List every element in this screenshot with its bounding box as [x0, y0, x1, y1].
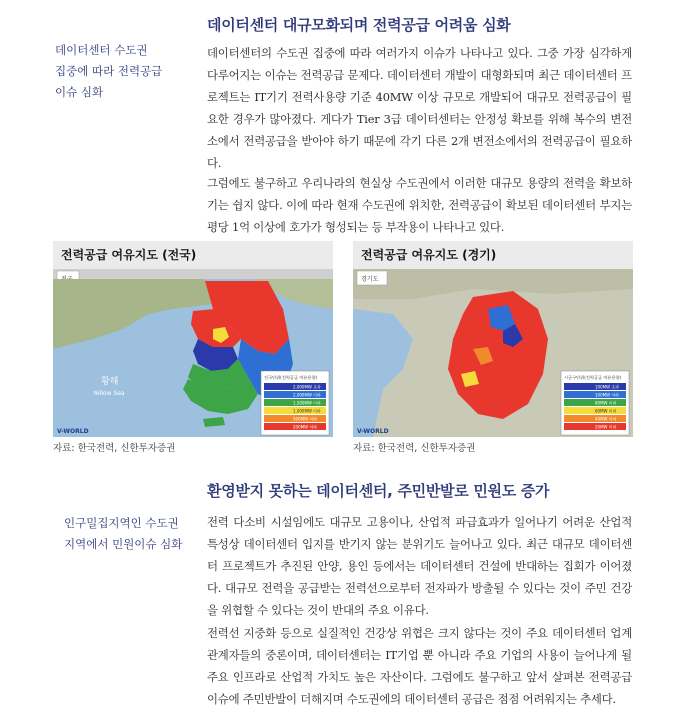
legend-title: 시군구단위(전력공급 여유용량) — [564, 375, 622, 380]
gyeonggi-map-graphic — [353, 269, 633, 437]
legend-title: 전국단위(전력공급 여유용량) — [264, 375, 318, 380]
national-power-map — [53, 241, 333, 437]
map-title: 전력공급 여유지도 (전국) — [53, 241, 333, 269]
sidenote-line: 이슈 심화 — [55, 85, 104, 99]
sidenote-line: 데이터센터 수도권 — [55, 43, 148, 57]
section2-sidenote — [64, 513, 182, 555]
section2-paragraph-1: 전력 다소비 시설임에도 대규모 고용이나, 산업적 파급효과가 일어나기 어려운 산업적 특성상 데이터센터 입지를 반기지 않는 분위기도 늘어나고 있다. 최근 대규모 데이터센터 프로젝트가 추진된 안양, 용인 등에서는 데이터센터 건설에 반대하는 집회가 이어졌다. 대규모 전력을 공급받는 전력선으로부터 전자파가 방출될 수 있다는 것이 주민 건강을 위협할 수 있다는 것이 반대의 주요 이유다. — [207, 515, 632, 617]
section1-paragraph-1: 데이터센터의 수도권 집중에 따라 여러가지 이슈가 나타나고 있다. 그중 가장 심각하게 다루어지는 이슈는 전력공급 문제다. 데이터센터 개발이 대형화되며 최근 데이터센터 프로젝트는 IT기기 전력사용량 기준 40MW 이상 규모로 개발되어 대규모 전력공급이 필요한 경우가 많아졌다. 게다가 Tier 3급 데이터센터는 안정성 확보를 위해 복수의 변전소에서 전력공급을 받아야 하기 때문에 각기 다른 2개 변전소에서의 전력공급이 필요하다. — [207, 46, 632, 170]
map-tab-label: 경기도 — [361, 276, 379, 283]
section1-sidenote — [55, 40, 162, 103]
sea-label: 황해 — [101, 377, 119, 387]
sea-label-en: Yellow Sea — [93, 390, 125, 397]
legend-item: 80MW 이하 — [595, 400, 617, 406]
section2-heading: 환영받지 못하는 데이터센터, 주민반발로 민원도 증가 — [207, 482, 550, 500]
vworld-logo: V-WORLD — [357, 428, 389, 435]
legend-item: 1,500MW 이하 — [293, 400, 321, 406]
legend-item: 100MW 이하 — [595, 392, 620, 398]
legend-item: 1,000MW 이하 — [293, 408, 321, 414]
legend-item: 20MW 이하 — [595, 424, 617, 430]
vworld-logo: V-WORLD — [57, 428, 89, 435]
map2-source: 자료: 한국전력, 신한투자증권 — [353, 443, 476, 454]
map-title: 전력공급 여유지도 (경기) — [353, 241, 633, 269]
section2-paragraph-2: 전력선 지중화 등으로 실질적인 건강상 위협은 크지 않다는 것이 주요 데이터센터 업계 관계자들의 중론이며, 데이터센터는 IT기업 뿐 아니라 주요 기업의 사용이 늘어나게 될 주요 인프라로 산업적 가치도 높은 자산이다. 그럼에도 불구하고 앞서 살펴본 전력공급 이슈에 주민반발이 더해지며 수도권에의 데이터센터 공급은 점점 어려워지는 추세다. — [207, 626, 632, 706]
section1-paragraph-2: 그럼에도 불구하고 우리나라의 현실상 수도권에서 이러한 대규모 용량의 전력을 확보하기는 쉽지 않다. 이에 따라 현재 수도권에 위치한, 전력공급이 확보된 데이터센터 부지는 평당 1억 이상에 호가가 형성되는 등 부작용이 나타나고 있다. — [207, 176, 632, 234]
national-map-graphic — [53, 269, 333, 437]
gyeonggi-power-map — [353, 241, 633, 437]
map1-source: 자료: 한국전력, 신한투자증권 — [53, 443, 176, 454]
sidenote-line: 인구밀집지역인 수도권 — [64, 516, 179, 530]
section1-heading: 데이터센터 대규모화되며 전력공급 어려움 심화 — [207, 16, 511, 34]
legend-item: 2,000MW 이하 — [293, 392, 321, 398]
legend-item: 100MW 초과 — [595, 384, 620, 390]
legend-item: 2,000MW 초과 — [293, 384, 321, 390]
legend-item: 200MW 이하 — [293, 424, 318, 430]
legend-item: 500MW 이하 — [293, 416, 318, 422]
legend-item: 60MW 이하 — [595, 408, 617, 414]
sidenote-line: 집중에 따라 전력공급 — [55, 64, 163, 78]
sidenote-line: 지역에서 민원이슈 심화 — [64, 537, 183, 551]
legend-item: 40MW 이하 — [595, 416, 617, 422]
